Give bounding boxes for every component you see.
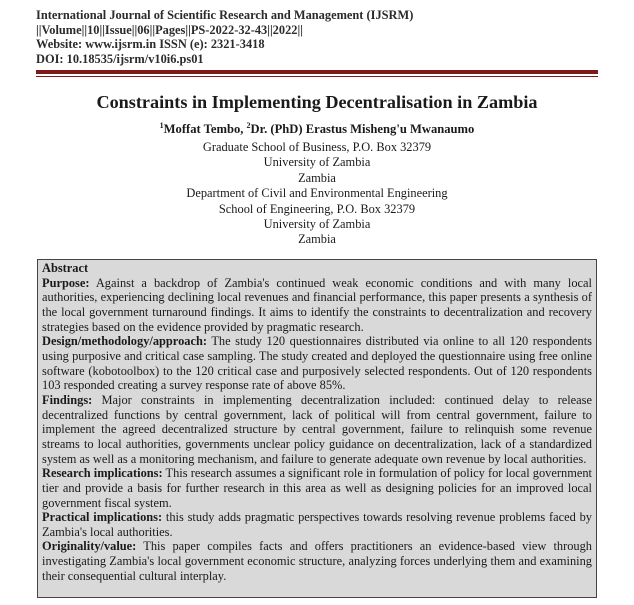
section-label: Research implications: (42, 466, 163, 481)
section-text: this study adds pragmatic perspectives towards resolving revenue problems faced by Zambia's local authorities. (42, 510, 592, 539)
abstract-heading: Abstract (42, 261, 89, 275)
abstract-design (42, 334, 592, 393)
section-label: Originality/value: (42, 539, 137, 554)
author-1-name: Moffat Tembo, (163, 122, 247, 136)
section-text: Major constraints in implementing decentralization included: continued delay to release decentralized functions by central government, lack of political will from central government, failure to implement the agreed decentralized structure by central government, failure to relinquish some revenue streams to local authorities, governments unclear policy guidance on decentralization, lack of a standardized system as well as a monitoring mechanism, and failure to generate adequate own revenue by local authorities. (42, 392, 592, 466)
section-text: Against a backdrop of Zambia's continued weak economic conditions and with many local authorities, experiencing declining local revenues and financial performance, this paper presents a synthesis of the local government turnaround findings. It aims to identify the constraints to decentralization and recovery strategies based on the evidence provided by pragmatic research. (42, 275, 592, 334)
affiliation-line: Zambia (298, 232, 336, 247)
journal-name: International Journal of Scientific Research and Management (IJSRM) (36, 8, 414, 22)
affiliation-line: School of Engineering, P.O. Box 32379 (218, 201, 416, 216)
journal-meta: ||Volume||10||Issue||06||Pages||PS-2022-32-43||2022|| (36, 22, 303, 37)
affiliation-line: University of Zambia (263, 217, 371, 232)
abstract-findings (42, 393, 592, 466)
affiliation-line: Graduate School of Business, P.O. Box 32379 (202, 140, 432, 154)
section-label: Practical implications: (42, 510, 163, 525)
author-line (0, 118, 634, 137)
journal-header (36, 8, 606, 66)
affiliation-line: University of Zambia (263, 155, 371, 170)
abstract-research-implications (42, 466, 592, 510)
author-1-sup: 1 (159, 121, 164, 130)
header-rule-thin (36, 76, 598, 77)
abstract-box (37, 259, 597, 598)
journal-doi: DOI: 10.18535/ijsrm/v10i6.ps01 (36, 51, 204, 66)
author-2-sup: 2 (246, 121, 251, 130)
abstract-originality (42, 539, 592, 583)
affiliation-line: Zambia (298, 170, 336, 185)
section-text: This research assumes a significant role in formulation of policy for local government tier and provide a basis for further research in this area as well as designing policies for an improved local government fiscal system. (42, 466, 592, 510)
journal-website: Website: www.ijsrm.in ISSN (e): 2321-3418 (36, 37, 265, 52)
abstract-purpose (42, 276, 592, 335)
affiliation-line: Department of Civil and Environmental Engineering (186, 186, 448, 201)
paper-title: Constraints in Implementing Decentralisation in Zambia (96, 92, 538, 112)
header-rule-thick (36, 70, 598, 74)
affiliations (0, 140, 634, 248)
author-2-name: Dr. (PhD) Erastus Misheng'u Mwanaumo (250, 122, 475, 136)
abstract-practical-implications (42, 510, 592, 539)
section-label: Findings: (42, 392, 93, 407)
section-label: Design/methodology/approach: (42, 334, 207, 349)
section-text: The study 120 questionnaires distributed via online to all 120 respondents using purposive and critical case sampling. The study created and deployed the questionnaire using free online software (kobotoolbox) to the 120 critical case and purposively selected respondents. Out of 120 respondents 103 responded creating a survey response rate of above 85%. (42, 334, 592, 393)
section-label: Purpose: (42, 275, 90, 290)
section-text: This paper compiles facts and offers practitioners an evidence-based view through investigating Zambia's local government economic structure, analyzing forces underlying them and examining their consequential cultural interplay. (42, 539, 592, 583)
